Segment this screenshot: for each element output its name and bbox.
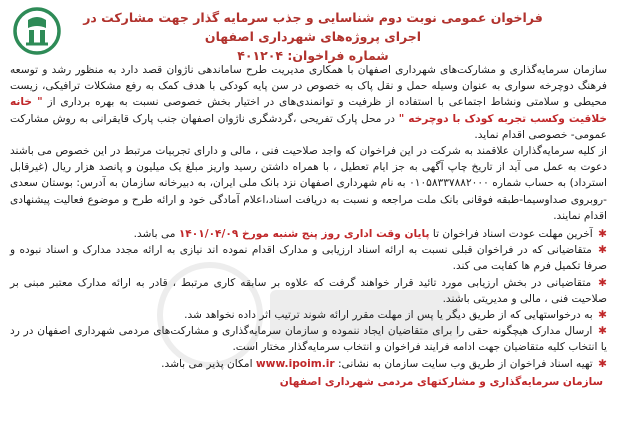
intro-paragraph bbox=[10, 62, 607, 143]
star-icon: ✱ bbox=[598, 357, 607, 370]
list-item bbox=[10, 307, 607, 323]
list-item-text: متقاضیانی در بخش ارزیابی مورد تائید قرار خواهند گرفت که علاوه بر سابقه کاری مرتبط ، قادر به ارائه مدارک معتبر مبنی بر صلاحیت فنی ، مالی و مدیریتی باشند. bbox=[10, 276, 607, 305]
notice-title bbox=[73, 8, 553, 65]
list-item-text-end: می باشد. bbox=[133, 228, 179, 241]
website-link[interactable]: www.ipoim.ir bbox=[255, 357, 335, 370]
intro-text-a: سازمان سرمایه‌گذاری و مشارکت‌های شهرداری اصفهان با همکاری مدیریت طرح ساماندهی ناژوان قصد دارد به منظور رشد و توسعه فرهنگ دوچرخه سواری به عنوان وسیله حمل و نقل پاک به خصوص در سن پایه کودکی با هدف کمک به رفع مشکلات ترافیکی، زیست محیطی و سلامتی ونشاط اجتماعی با استفاده از ظرفیت و توانمندی‌های در اختیار بخش خصوصی نسبت به بهره برداری از bbox=[10, 64, 607, 109]
list-item bbox=[10, 226, 607, 242]
list-item-text: آخرین مهلت عودت اسناد فراخوان تا bbox=[429, 228, 593, 241]
list-item bbox=[10, 356, 607, 372]
intro-text-b: در محل پارک تفریحی ،گردشگری ناژوان اصفهان جنب پارک قایقرانی به روش مشارکت عمومی- خصوصی اقدام نماید. bbox=[10, 112, 607, 141]
list-item bbox=[10, 275, 607, 307]
star-icon: ✱ bbox=[598, 325, 607, 338]
isfahan-municipality-logo-icon bbox=[12, 6, 62, 56]
list-item-text: به درخواستهایی که از طریق دیگر یا پس از مهلت مقرر ارائه شوند ترتیب اثر داده نخواهد شد. bbox=[184, 309, 593, 322]
intro-project-name: " خانه خلاقیت وکسب تجربه کودک با دوچرخه " bbox=[10, 96, 608, 125]
list-item bbox=[10, 323, 607, 355]
deadline-text: پایان وقت اداری روز پنج شنبه مورخ ۱۴۰۱/۰۴/۰۹ bbox=[178, 228, 430, 241]
notice-header bbox=[6, 4, 611, 62]
star-icon: ✱ bbox=[598, 276, 607, 289]
title-line-1: فراخوان عمومی نوبت دوم شناسایی و جذب سرمایه گذار جهت مشارکت در اجرای پروژه‌های شهرداری اصفهان bbox=[83, 10, 543, 44]
star-icon: ✱ bbox=[598, 244, 607, 257]
organization-signature: سازمان سرمایه‌گذاری و مشارکتهای مردمی شهرداری اصفهان bbox=[279, 375, 603, 388]
star-icon: ✱ bbox=[598, 228, 607, 241]
list-item-text: متقاضیانی که در فراخوان قبلی نسبت به ارائه اسناد ارزیابی و مدارک اقدام نموده اند نیازی به ارائه مجدد مدارک و اسناد نبوده و صرفا تکمیل فرم ها کفایت می کند. bbox=[10, 244, 607, 273]
list-item-text: تهیه اسناد فراخوان از طریق وب سایت سازمان به نشانی: bbox=[334, 357, 593, 370]
list-item-text-end: امکان پذیر می باشد. bbox=[161, 357, 256, 370]
list-item-text: ارسال مدارک هیچگونه حقی را برای متقاضیان ایجاد ننموده و سازمان سرمایه‌گذاری و مشارکت‌های مردمی شهرداری اصفهان در رد یا انتخاب کلیه متقاضیان جهت ادامه فرایند فراخوان و انتخاب سرمایه‌گذار مختار است. bbox=[10, 325, 607, 354]
notice-body bbox=[6, 62, 611, 390]
title-line-2: شماره فراخوان: ۴۰۱۲۰۴ bbox=[237, 48, 389, 63]
invite-paragraph: از کلیه سرمایه‌گذاران علاقمند به شرکت در این فراخوان که واجد صلاحیت فنی ، مالی و دارای تجربیات مرتبط در این خصوص می باشند دعوت به عمل می آید از تاریخ چاپ آگهی به جز ایام تعطیل ، با همراه داشتن رسید واریز مبلغ یک میلیون و پانصد هزار ریال (غیرقابل استرداد) به حساب شماره ۰۱۰۵۸۳۳۷۸۸۲۰۰۰ به نام شهرداری اصفهان نزد بانک ملی ایران، به دبیرخانه سازمان به آدرس: بوستان سعدی -روبروی صداوسیما-طبقه فوقانی بانک ملت مراجعه و نسبت به دریافت اسناد،اعلام آمادگی خود و ارائه طرح و موضوع فعالیت پیشنهادی اقدام نمایند. bbox=[10, 145, 607, 222]
star-icon: ✱ bbox=[598, 309, 607, 322]
list-item bbox=[10, 242, 607, 274]
conditions-list bbox=[10, 226, 607, 372]
